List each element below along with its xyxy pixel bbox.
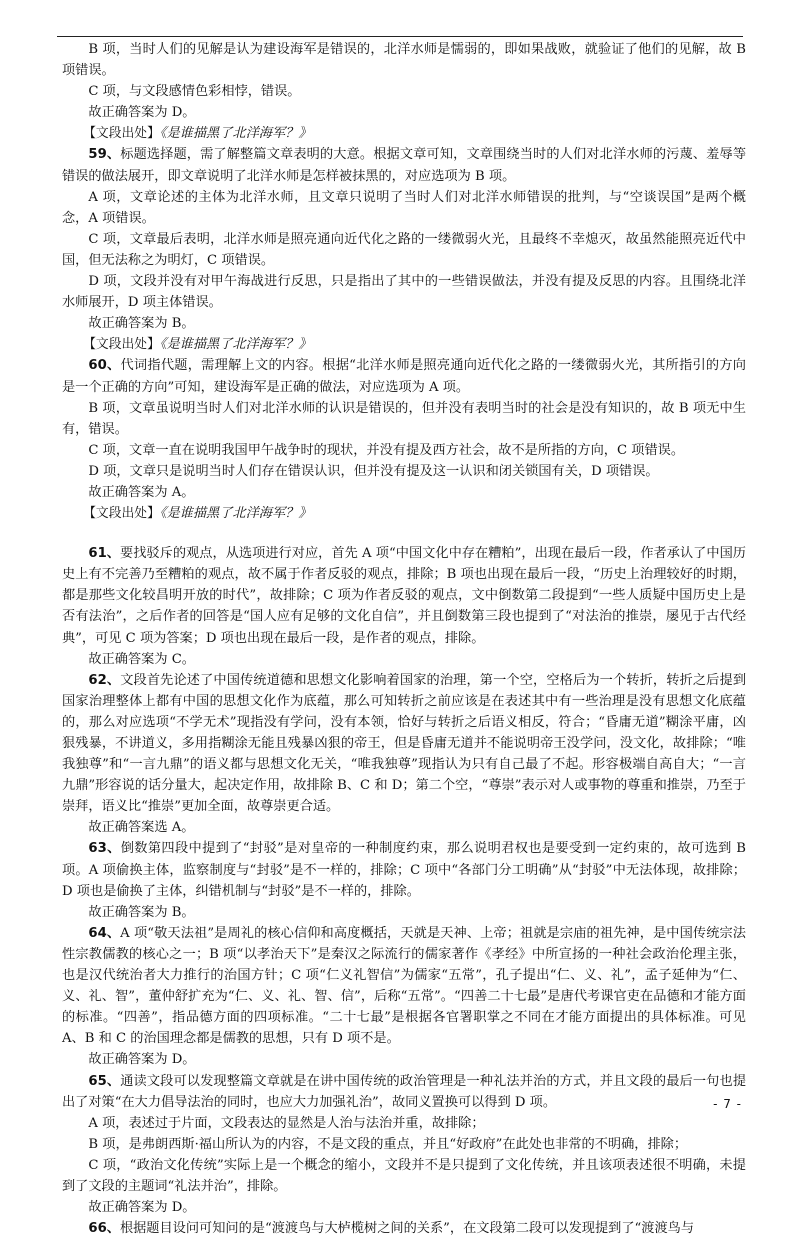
source-citation <box>62 123 746 144</box>
question-text: 通读文段可以发现整篇文章就是在讲中国传统的政治管理是一种礼法并治的方式，并且文段的最后一句也提出了对策“在大力倡导法治的同时，也应大力加强礼治”，故同义置换可以得到 D 项。 <box>62 1073 747 1110</box>
source-title: 《是谁描黑了北洋海军？》 <box>159 337 312 353</box>
answer-line: 故正确答案为 B。 <box>88 904 195 920</box>
question-62 <box>62 670 746 818</box>
paragraph: B 项，是弗朗西斯·福山所认为的内容，不是文段的重点，并且“好政府”在此处也非常的不明确，排除； <box>88 1136 688 1152</box>
source-title: 《是谁描黑了北洋海军？》 <box>159 126 312 142</box>
source-citation <box>62 503 746 524</box>
answer-line: 故正确答案为 A。 <box>88 484 195 500</box>
answer-line: 故正确答案为 D。 <box>88 1052 196 1068</box>
question-text: 文段首先论述了中国传统道德和思想文化影响着国家的治理，第一个空，空格后为一个转折，转折之后提到国家治理整体上都有中国的思想文化作为底蕴，那么可知转折之前应该是在表述其中有一些治理是没有思想文化底蕴的，那么对应选项“不学无术”现指没有学问，没有本领，恰好与转折之后语义相反，符合；“昏庸无道”糊涂平庸，凶狠残暴，不讲道义，多用指糊涂无能且残暴凶狠的帝王，但是昏庸无道并不能说明帝王没学问，没文化，故排除；“唯我独尊”和“一言九鼎”的语义都与思想文化无关，“唯我独尊”现指认为只有自己最了不起。形容极端自高自大；“一言九鼎”形容说的话分量大，起决定作用，故排除 B、C 和 D；第二个空，“尊崇”表示对人或事物的尊重和推崇，乃至于崇拜，语义比“推崇”更加全面，故尊崇更合适。 <box>62 672 747 815</box>
answer-line: 故正确答案选 A。 <box>88 820 195 836</box>
paragraph: C 项，文章最后表明，北洋水师是照亮通向近代化之路的一缕微弱火光，且最终不幸熄灭，故虽然能照亮近代中国，但无法称之为明灯，C 项错误。 <box>62 231 746 268</box>
question-64 <box>62 923 746 1050</box>
question-number: 61、 <box>88 546 120 562</box>
paragraph: B 项，文章虽说明当时人们对北洋水师的认识是错误的，但并没有表明当时的社会是没有知识的，故 B 项无中生有，错误。 <box>62 400 746 437</box>
question-66 <box>62 1218 746 1239</box>
question-text: 标题选择题，需了解整篇文章表明的大意。根据文章可知，文章围绕当时的人们对北洋水师的污蔑、羞辱等错误的做法展开，即文章说明了北洋水师是怎样被抹黑的，对应选项为 B 项。 <box>62 147 747 184</box>
header-rule <box>57 36 743 37</box>
question-text: 代词指代题，需理解上文的内容。根据“北洋水师是照亮通向近代化之路的一缕微弱火光，其所指引的方向是一个正确的方向”可知，建设海军是正确的做法，对应选项为 A 项。 <box>62 358 746 395</box>
paragraph: D 项，文段并没有对甲午海战进行反思，只是指出了其中的一些错误做法，并没有提及反思的内容。且围绕北洋水师展开，D 项主体错误。 <box>62 274 746 311</box>
paragraph: B 项，当时人们的见解是认为建设海军是错误的，北洋水师是懦弱的，即如果战败，就验证了他们的见解，故 B 项错误。 <box>62 42 746 79</box>
question-number: 59、 <box>88 147 121 163</box>
answer-line: 故正确答案为 B。 <box>88 316 195 332</box>
answer-line: 故正确答案为 D。 <box>88 1200 196 1216</box>
document-body <box>62 39 746 1239</box>
question-number: 63、 <box>88 841 121 857</box>
question-number: 62、 <box>88 672 121 688</box>
question-number: 65、 <box>88 1073 121 1089</box>
question-number: 60、 <box>88 358 121 374</box>
source-citation <box>62 334 746 355</box>
question-61 <box>62 543 746 648</box>
paragraph: C 项，与文段感情色彩相悖，错误。 <box>88 84 301 100</box>
paragraph: A 项，文章论述的主体为北洋水师，且文章只说明了当时人们对北洋水师错误的批判，与“空谈误国”是两个概念，A 项错误。 <box>62 189 746 226</box>
question-63 <box>62 838 746 901</box>
question-text: 根据题目设问可知问的是“渡渡鸟与大栌榄树之间的关系”，在文段第二段可以发现提到了“渡渡鸟与 <box>119 1221 695 1237</box>
paragraph: C 项，“政治文化传统”实际上是一个概念的缩小，文段并不是只提到了文化传统，并且该项表述很不明确，未提到了文段的主题词“礼法并治”，排除。 <box>62 1157 746 1194</box>
question-number: 66、 <box>88 1221 120 1237</box>
paragraph: D 项，文章只是说明当时人们存在错误认识，但并没有提及这一认识和闭关锁国有关，D 项错误。 <box>88 463 659 479</box>
section-gap <box>62 524 746 543</box>
source-label: 【文段出处】 <box>83 506 160 522</box>
question-text: 倒数第四段中提到了“封驳”是对皇帝的一种制度约束，那么说明君权也是要受到一定约束的，故可选到 B 项。A 项偷换主体，监察制度与“封驳”是不一样的，排除；C 项中“各部门分工明确”从“封驳”中无法体现，故排除；D 项也是偷换了主体，纠错机制与“封驳”是不一样的，排除。 <box>62 841 746 899</box>
question-text: A 项“敬天法祖”是周礼的核心信仰和高度概括，天就是天神、上帝；祖就是宗庙的祖先神，是中国传统宗法性宗教儒教的核心之一；B 项“以孝治天下”是秦汉之际流行的儒家著作《孝经》中所宣扬的一种社会政治伦理主张，也是汉代统治者大力推行的治国方针；C 项“仁义礼智信”为儒家“五常”，孔子提出“仁、义、礼”，孟子延伸为“仁、义、礼、智”，董仲舒扩充为“仁、义、礼、智、信”，后称“五常”。“四善二十七最”是唐代考课官吏在品德和才能方面的标准。“四善”，指品德方面的四项标准。“二十七最”是根据各官署职掌之不同在才能方面提出的具体标准。可见 A、B 和 C 的治国理念都是儒教的思想，只有 D 项不是。 <box>62 925 746 1047</box>
source-title: 《是谁描黑了北洋海军？》 <box>159 506 312 522</box>
answer-line: 故正确答案为 C。 <box>88 651 195 667</box>
question-65 <box>62 1071 746 1113</box>
paragraph: A 项，表述过于片面，文段表达的显然是人治与法治并重，故排除； <box>88 1115 485 1131</box>
question-number: 64、 <box>88 925 121 941</box>
source-label: 【文段出处】 <box>83 126 160 142</box>
page-number: - 7 - <box>713 1097 742 1111</box>
paragraph: C 项，文章一直在说明我国甲午战争时的现状，并没有提及西方社会，故不是所指的方向，C 项错误。 <box>88 442 685 458</box>
question-59 <box>62 144 746 186</box>
question-text: 要找驳斥的观点，从选项进行对应，首先 A 项“中国文化中存在糟粕”，出现在最后一段，作者承认了中国历史上有不完善乃至糟粕的观点，故不属于作者反驳的观点，排除；B 项也出现在最后一段，“历史上治理较好的时期，都是那些文化较昌明开放的时代”，故排除；C 项为作者反驳的观点，文中倒数第二段提到“一些人质疑中国历史上是否有法治”，之后作者的回答是“国人应有足够的文化自信”，并且倒数第三段也提到了“对法治的推崇，屡见于古代经典”，可见 C 项为答案；D 项也出现在最后一段，是作者的观点，排除。 <box>62 546 746 646</box>
source-label: 【文段出处】 <box>83 337 160 353</box>
answer-line: 故正确答案为 D。 <box>88 105 196 121</box>
question-60 <box>62 355 746 397</box>
